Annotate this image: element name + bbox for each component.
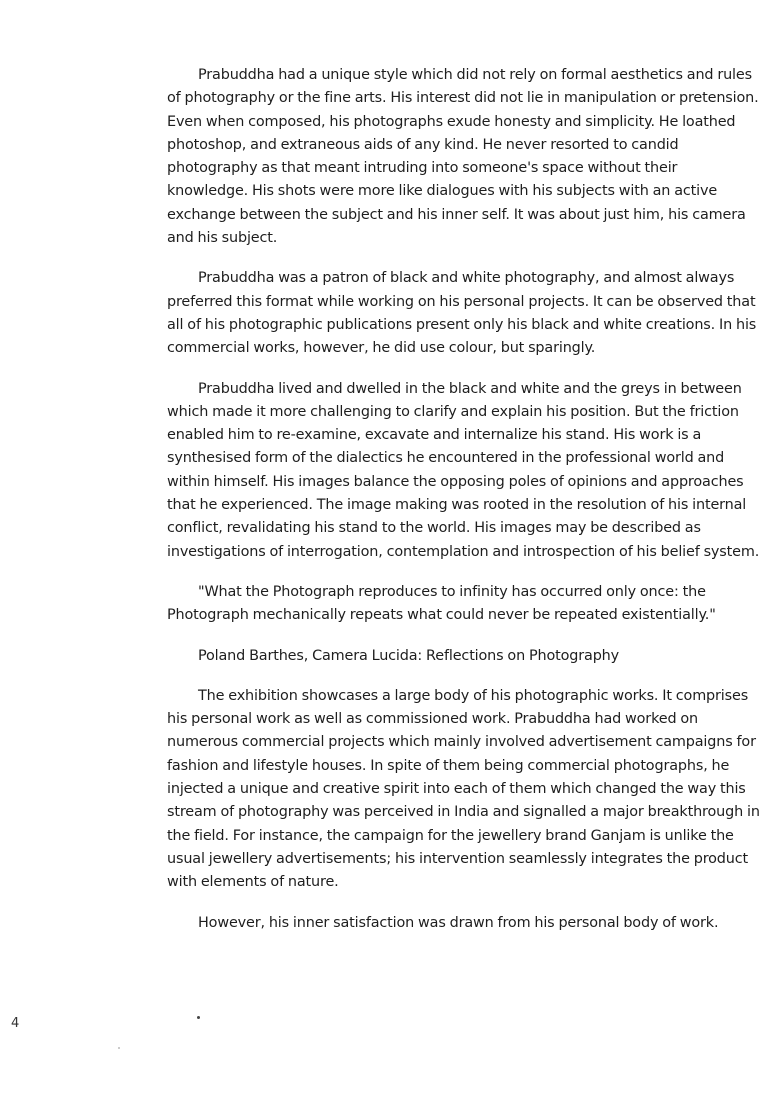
- quotation: "What the Photograph reproduces to infinity has occurred only once: the Photograph mechanically repeats what could never be repeated existentially.": [167, 583, 716, 624]
- quotation-attribution: Poland Barthes, Camera Lucida: Reflections on Photography: [198, 647, 620, 664]
- scan-speck: [197, 1016, 200, 1019]
- scan-speck: [118, 1047, 120, 1049]
- paragraph-inner-satisfaction: However, his inner satisfaction was drawn from his personal body of work.: [198, 914, 719, 931]
- page-number: 4: [11, 1016, 20, 1031]
- paragraph-black-and-white: Prabuddha was a patron of black and white photography, and almost always preferred this format while working on his personal projects. It can be observed that all of his photographic publications present only his black and white creations. In his commercial works, however, he did use colour, but sparingly.: [167, 270, 757, 357]
- body-text: [167, 64, 762, 952]
- paragraph-style: Prabuddha had a unique style which did not rely on formal aesthetics and rules of photography or the fine arts. His interest did not lie in manipulation or pretension. Even when composed, his photographs exude honesty and simplicity. He loathed photoshop, and extraneous aids of any kind. He never resorted to candid photography as that meant intruding into someone's space without their knowledge. His shots were more like dialogues with his subjects with an active exchange between the subject and his inner self. It was about just him, his camera and his subject.: [167, 67, 759, 247]
- paragraph-exhibition: The exhibition showcases a large body of his photographic works. It comprises his personal work as well as commissioned work. Prabuddha had worked on numerous commercial projects which mainly involved advertisement campaigns for fashion and lifestyle houses. In spite of them being commercial photographs, he injected a unique and creative spirit into each of them which changed the way this stream of photography was perceived in India and signalled a major breakthrough in the field. For instance, the campaign for the jewellery brand Ganjam is unlike the usual jewellery advertisements; his intervention seamlessly integrates the product with elements of nature.: [167, 687, 760, 891]
- paragraph-dialectics: Prabuddha lived and dwelled in the black and white and the greys in between which made it more challenging to clarify and explain his position. But the friction enabled him to re-examine, excavate and internalize his stand. His work is a synthesised form of the dialectics he encountered in the professional world and within himself. His images balance the opposing poles of opinions and approaches that he experienced. The image making was rooted in the resolution of his internal conflict, revalidating his stand to the world. His images may be described as investigations of interrogation, contemplation and introspection of his belief system.: [167, 380, 760, 560]
